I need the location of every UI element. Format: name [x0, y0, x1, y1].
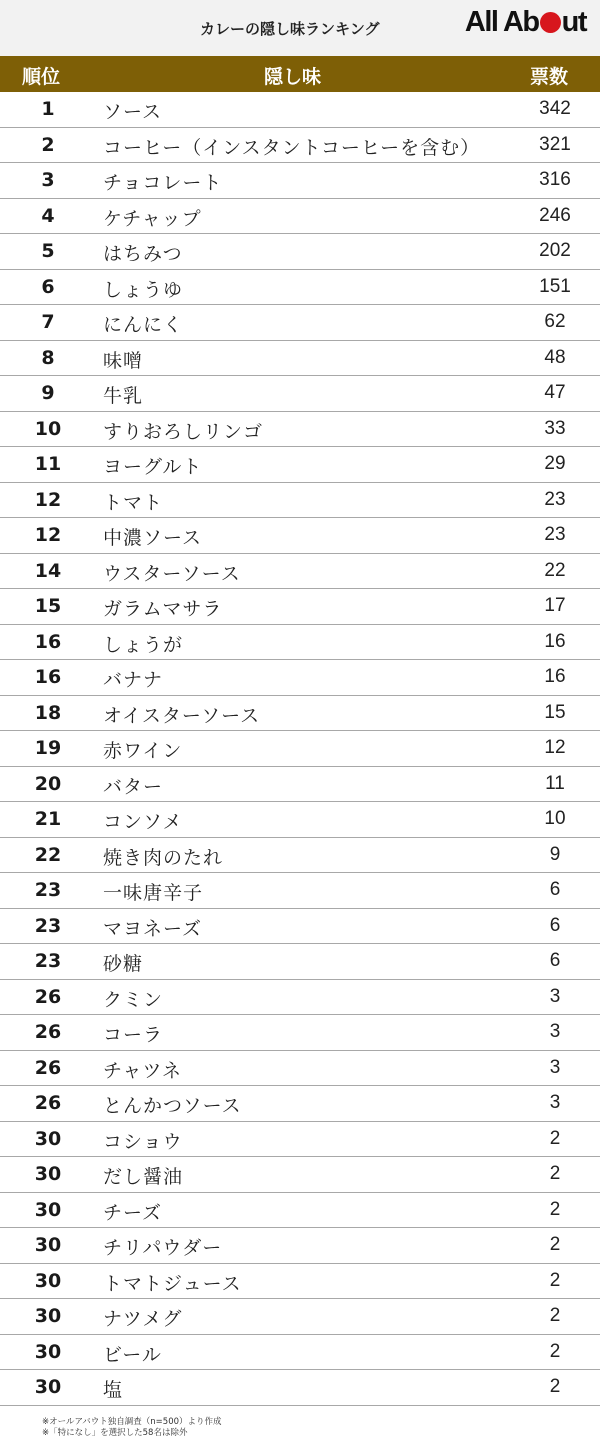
rank-cell: 23 [34, 914, 62, 937]
table-row [0, 341, 600, 377]
item-cell: コショウ [103, 1130, 183, 1153]
allabout-logo [465, 6, 586, 39]
item-cell: 味噌 [103, 349, 144, 372]
item-cell: オイスターソース [103, 704, 261, 727]
votes-cell: 2 [549, 1163, 561, 1184]
votes-cell: 29 [544, 453, 566, 474]
votes-cell: 202 [539, 240, 571, 261]
item-cell: しょうが [103, 633, 184, 656]
table-row [0, 199, 600, 235]
table-row [0, 1335, 600, 1371]
rank-cell: 30 [34, 1305, 62, 1327]
rank-cell: 5 [41, 240, 55, 262]
rank-cell: 16 [34, 666, 62, 688]
votes-cell: 316 [539, 169, 571, 190]
item-cell: コーラ [103, 1024, 164, 1046]
votes-cell: 9 [549, 843, 561, 865]
rank-cell: 23 [34, 879, 62, 901]
votes-cell: 3 [549, 1056, 561, 1078]
table-row [0, 163, 600, 199]
rank-cell: 3 [41, 169, 55, 191]
item-cell: マヨネーズ [103, 917, 203, 940]
table-row [0, 873, 600, 909]
table-row [0, 909, 600, 945]
rank-cell: 30 [34, 1198, 62, 1221]
rank-cell: 14 [34, 559, 62, 582]
table-row [0, 518, 600, 554]
table-row [0, 767, 600, 803]
item-cell: ケチャップ [103, 207, 202, 230]
column-header-item: 隠し味 [264, 66, 322, 88]
rank-cell: 30 [34, 1269, 62, 1292]
votes-cell: 23 [544, 524, 566, 545]
column-header-votes: 票数 [530, 66, 569, 88]
rank-cell: 26 [34, 1092, 62, 1114]
votes-cell: 17 [544, 595, 566, 616]
item-cell: チーズ [103, 1201, 163, 1224]
table-row [0, 376, 600, 412]
table-row [0, 1015, 600, 1051]
item-cell: トマトジュース [103, 1272, 242, 1295]
votes-cell: 11 [545, 772, 565, 794]
page-header [0, 0, 600, 56]
votes-cell: 3 [549, 985, 561, 1007]
item-cell: トマト [103, 491, 164, 514]
rank-cell: 16 [34, 630, 62, 653]
item-cell: チョコレート [103, 172, 223, 194]
rank-cell: 23 [34, 950, 62, 972]
ranking-table-body [0, 92, 600, 1406]
item-cell: 牛乳 [103, 385, 144, 407]
rank-cell: 30 [34, 1376, 62, 1398]
rank-cell: 12 [34, 524, 62, 546]
votes-cell: 2 [549, 1127, 561, 1149]
rank-cell: 9 [41, 382, 55, 404]
votes-cell: 47 [544, 382, 566, 403]
table-row [0, 589, 600, 625]
votes-cell: 10 [544, 808, 566, 829]
votes-cell: 6 [549, 879, 561, 900]
votes-cell: 3 [549, 1021, 561, 1042]
table-row [0, 1086, 600, 1122]
votes-cell: 22 [544, 559, 566, 581]
rank-cell: 30 [34, 1340, 62, 1363]
item-cell: バター [103, 775, 164, 798]
table-row [0, 660, 600, 696]
votes-cell: 2 [549, 1234, 561, 1255]
table-row [0, 270, 600, 306]
votes-cell: 6 [549, 914, 561, 936]
rank-cell: 26 [34, 985, 62, 1008]
table-row [0, 838, 600, 874]
item-cell: だし醤油 [103, 1166, 184, 1188]
rank-cell: 30 [34, 1234, 62, 1256]
votes-cell: 246 [539, 204, 571, 226]
votes-cell: 2 [549, 1305, 561, 1326]
footnotes [42, 1417, 222, 1439]
table-row [0, 92, 600, 128]
table-row [0, 1157, 600, 1193]
item-cell: 焼き肉のたれ [103, 846, 224, 869]
rank-cell: 18 [34, 701, 62, 724]
votes-cell: 16 [544, 666, 566, 687]
item-cell: ヨーグルト [103, 456, 203, 478]
item-cell: すりおろしリンゴ [103, 420, 264, 443]
item-cell: ビール [103, 1343, 162, 1366]
table-row [0, 1299, 600, 1335]
item-cell: チリパウダー [103, 1237, 223, 1259]
item-cell: チャツネ [103, 1059, 183, 1082]
votes-cell: 16 [544, 630, 566, 652]
item-cell: しょうゆ [103, 278, 184, 301]
table-row [0, 980, 600, 1016]
votes-cell: 321 [539, 133, 571, 155]
votes-cell: 6 [549, 950, 561, 971]
item-cell: はちみつ [103, 243, 183, 265]
votes-cell: 23 [544, 488, 566, 510]
logo-o-mark [539, 6, 562, 39]
table-row [0, 412, 600, 448]
item-cell: 砂糖 [103, 953, 144, 975]
table-row [0, 731, 600, 767]
rank-cell: 6 [41, 275, 55, 298]
rank-cell: 4 [41, 204, 55, 227]
table-row [0, 483, 600, 519]
item-cell: 中濃ソース [103, 527, 203, 549]
item-cell: 塩 [103, 1379, 124, 1401]
votes-cell: 2 [549, 1340, 561, 1362]
item-cell: 赤ワイン [103, 740, 183, 762]
item-cell: クミン [103, 988, 164, 1011]
item-cell: ソース [103, 101, 163, 123]
rank-cell: 20 [34, 772, 62, 795]
item-cell: ナツメグ [103, 1308, 183, 1330]
table-header [0, 56, 600, 92]
footnote-source: ※オールアバウト独自調査（n=500）より作成 [42, 1417, 222, 1427]
table-row [0, 554, 600, 590]
table-row [0, 305, 600, 341]
rank-cell: 30 [34, 1163, 62, 1185]
rank-cell: 12 [34, 488, 62, 511]
page-title: カレーの隠し味ランキング [200, 20, 380, 38]
table-row [0, 128, 600, 164]
rank-cell: 26 [34, 1056, 62, 1079]
table-row [0, 1228, 600, 1264]
votes-cell: 12 [544, 737, 566, 758]
item-cell: とんかつソース [103, 1095, 242, 1117]
votes-cell: 48 [544, 346, 566, 368]
rank-cell: 7 [41, 311, 55, 333]
item-cell: にんにく [103, 314, 184, 336]
column-header-rank: 順位 [22, 66, 61, 88]
rank-cell: 26 [34, 1021, 62, 1043]
table-row [0, 1264, 600, 1300]
rank-cell: 11 [34, 453, 62, 475]
rank-cell: 30 [34, 1127, 62, 1150]
table-row [0, 625, 600, 661]
rank-cell: 10 [34, 417, 62, 440]
rank-cell: 2 [41, 133, 55, 156]
rank-cell: 21 [34, 808, 62, 830]
item-cell: ガラムマサラ [103, 598, 223, 620]
votes-cell: 342 [539, 98, 571, 119]
table-row [0, 234, 600, 270]
item-cell: ウスターソース [103, 562, 241, 585]
rank-cell: 8 [41, 346, 55, 369]
logo-red-dot [540, 12, 561, 33]
votes-cell: 2 [549, 1198, 561, 1220]
item-cell: 一味唐辛子 [103, 882, 204, 904]
item-cell: バナナ [103, 669, 164, 691]
votes-cell: 2 [549, 1269, 561, 1291]
votes-cell: 15 [544, 701, 566, 723]
table-row [0, 447, 600, 483]
table-row [0, 944, 600, 980]
table-row [0, 1051, 600, 1087]
logo-text-start: All Ab [464, 6, 539, 38]
table-row [0, 1370, 600, 1406]
votes-cell: 151 [539, 275, 571, 297]
logo-text-end: ut [561, 6, 586, 38]
item-cell: コーヒー（インスタントコーヒーを含む） [103, 136, 481, 159]
votes-cell: 2 [549, 1376, 561, 1397]
table-row [0, 1122, 600, 1158]
votes-cell: 33 [544, 417, 566, 439]
rank-cell: 15 [34, 595, 62, 617]
votes-cell: 62 [544, 311, 566, 332]
votes-cell: 3 [549, 1092, 561, 1113]
rank-cell: 1 [41, 98, 55, 120]
rank-cell: 22 [34, 843, 62, 866]
table-row [0, 1193, 600, 1229]
footnote-exclusion: ※「特になし」を選択した58名は除外 [42, 1428, 188, 1438]
item-cell: コンソメ [103, 811, 183, 833]
table-row [0, 802, 600, 838]
rank-cell: 19 [34, 737, 62, 759]
table-row [0, 696, 600, 732]
